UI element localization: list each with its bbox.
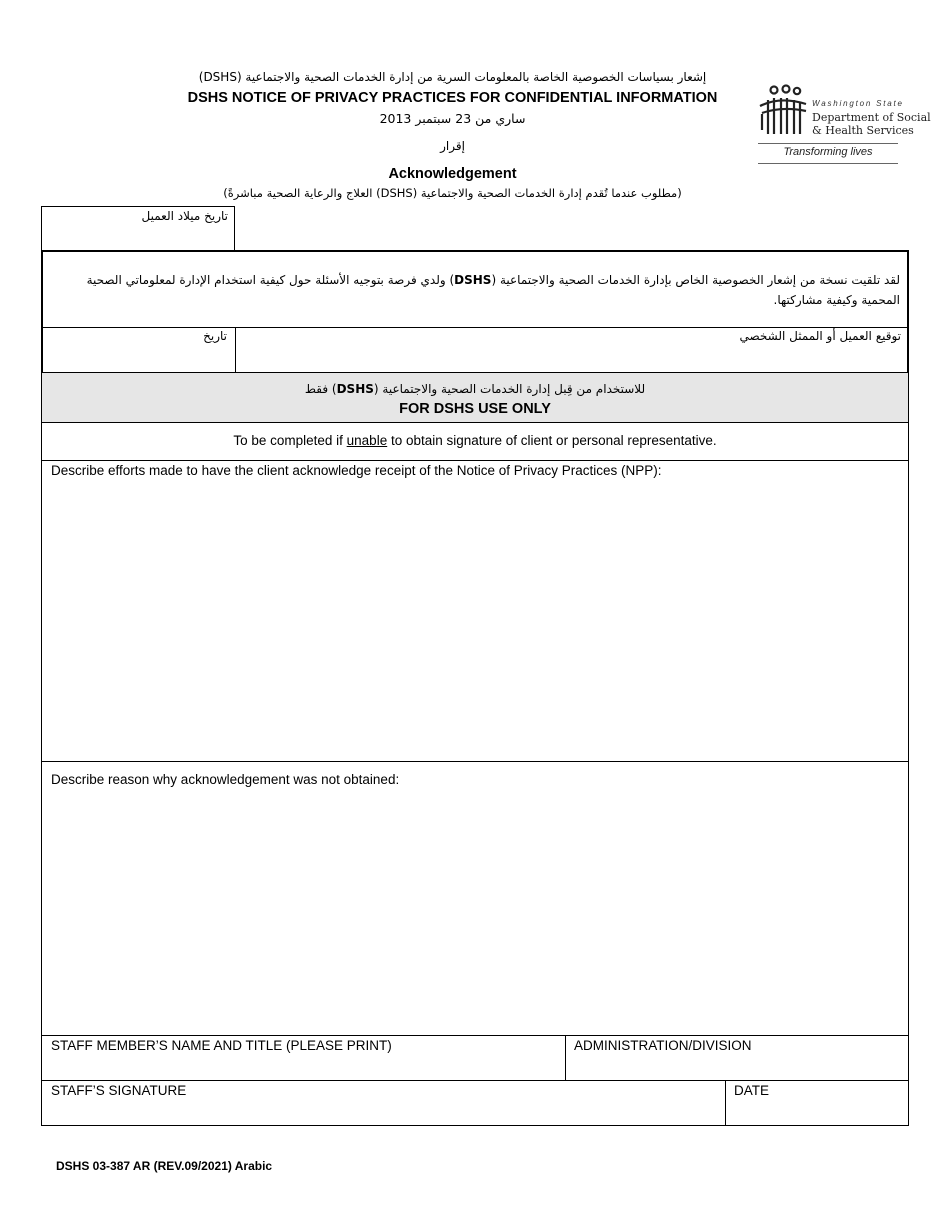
birthdate-label: تاريخ ميلاد العميل (141, 209, 228, 223)
staff-name-field[interactable] (41, 1035, 566, 1081)
arabic-acknowledgement-heading: إقرار (440, 139, 465, 153)
instruction-row (41, 422, 909, 461)
reason-field[interactable] (41, 761, 909, 1036)
administration-division-field[interactable] (565, 1035, 909, 1081)
english-title: DSHS NOTICE OF PRIVACY PRACTICES FOR CONFIDENTIAL INFORMATION (187, 90, 718, 106)
client-statement: لقد تلقيت نسخة من إشعار الخصوصية الخاص بإدارة الخدمات الصحية والاجتماعية (DSHS) ولدي فرصة بتوجيه الأسئلة حول كيفية استخدام الإدارة لمعلوماتي الصحية المحمية وكيفية مشاركتها. (86, 273, 900, 307)
administration-division-label: ADMINISTRATION/DIVISION (574, 1038, 752, 1053)
instruction-text: To be completed if unable to obtain signature of client or personal representative. (233, 433, 717, 448)
staff-date-label: DATE (734, 1083, 770, 1098)
arabic-effective-date: ساري من 23 سبتمبر 2013 (379, 111, 526, 126)
dshs-use-only-heading: FOR DSHS USE ONLY (399, 401, 551, 417)
statement-divider (43, 327, 907, 328)
client-signature-label: توقيع العميل أو الممثل الشخصي (739, 329, 901, 343)
efforts-label: Describe efforts made to have the client acknowledge receipt of the Notice of Privacy Practices (NPP): (51, 463, 662, 478)
client-acknowledgement-block (41, 250, 909, 374)
reason-label: Describe reason why acknowledgement was not obtained: (51, 772, 400, 787)
signature-date-divider (235, 327, 236, 372)
dshs-use-only-banner (41, 373, 909, 423)
client-date-field[interactable] (43, 348, 234, 372)
staff-signature-label: STAFF’S SIGNATURE (51, 1083, 187, 1098)
client-date-label: تاريخ (203, 329, 227, 343)
acknowledgement-heading: Acknowledgement (388, 166, 517, 182)
client-signature-field[interactable] (237, 348, 907, 372)
arabic-title: إشعار بسياسات الخصوصية الخاصة بالمعلومات السرية من إدارة الخدمات الصحية والاجتماعية (DSHS) (198, 70, 707, 84)
birthdate-field[interactable] (41, 206, 235, 251)
logo-state-name: Washington State (812, 99, 904, 108)
dshs-use-only-arabic: للاستخدام من قِبل إدارة الخدمات الصحية والاجتماعية (DSHS) فقط (304, 382, 646, 396)
staff-date-field[interactable] (725, 1080, 909, 1126)
staff-name-label: STAFF MEMBER’S NAME AND TITLE (PLEASE PRINT) (51, 1038, 392, 1053)
people-figures-icon (756, 84, 812, 140)
logo-rule-top (758, 143, 898, 144)
logo-department-line1: Department of Social (812, 111, 931, 124)
efforts-field[interactable] (41, 460, 909, 762)
logo-tagline: Transforming lives (783, 146, 873, 158)
logo-department-line2: & Health Services (812, 124, 914, 137)
arabic-subtitle: (مطلوب عندما تُقدم إدارة الخدمات الصحية والاجتماعية (DSHS) العلاج والرعاية الصحية مباشرةً) (223, 186, 682, 200)
logo-rule-bottom (758, 163, 898, 164)
staff-signature-field[interactable] (41, 1080, 726, 1126)
form-code: DSHS 03-387 AR (REV.09/2021) Arabic (56, 1159, 273, 1173)
